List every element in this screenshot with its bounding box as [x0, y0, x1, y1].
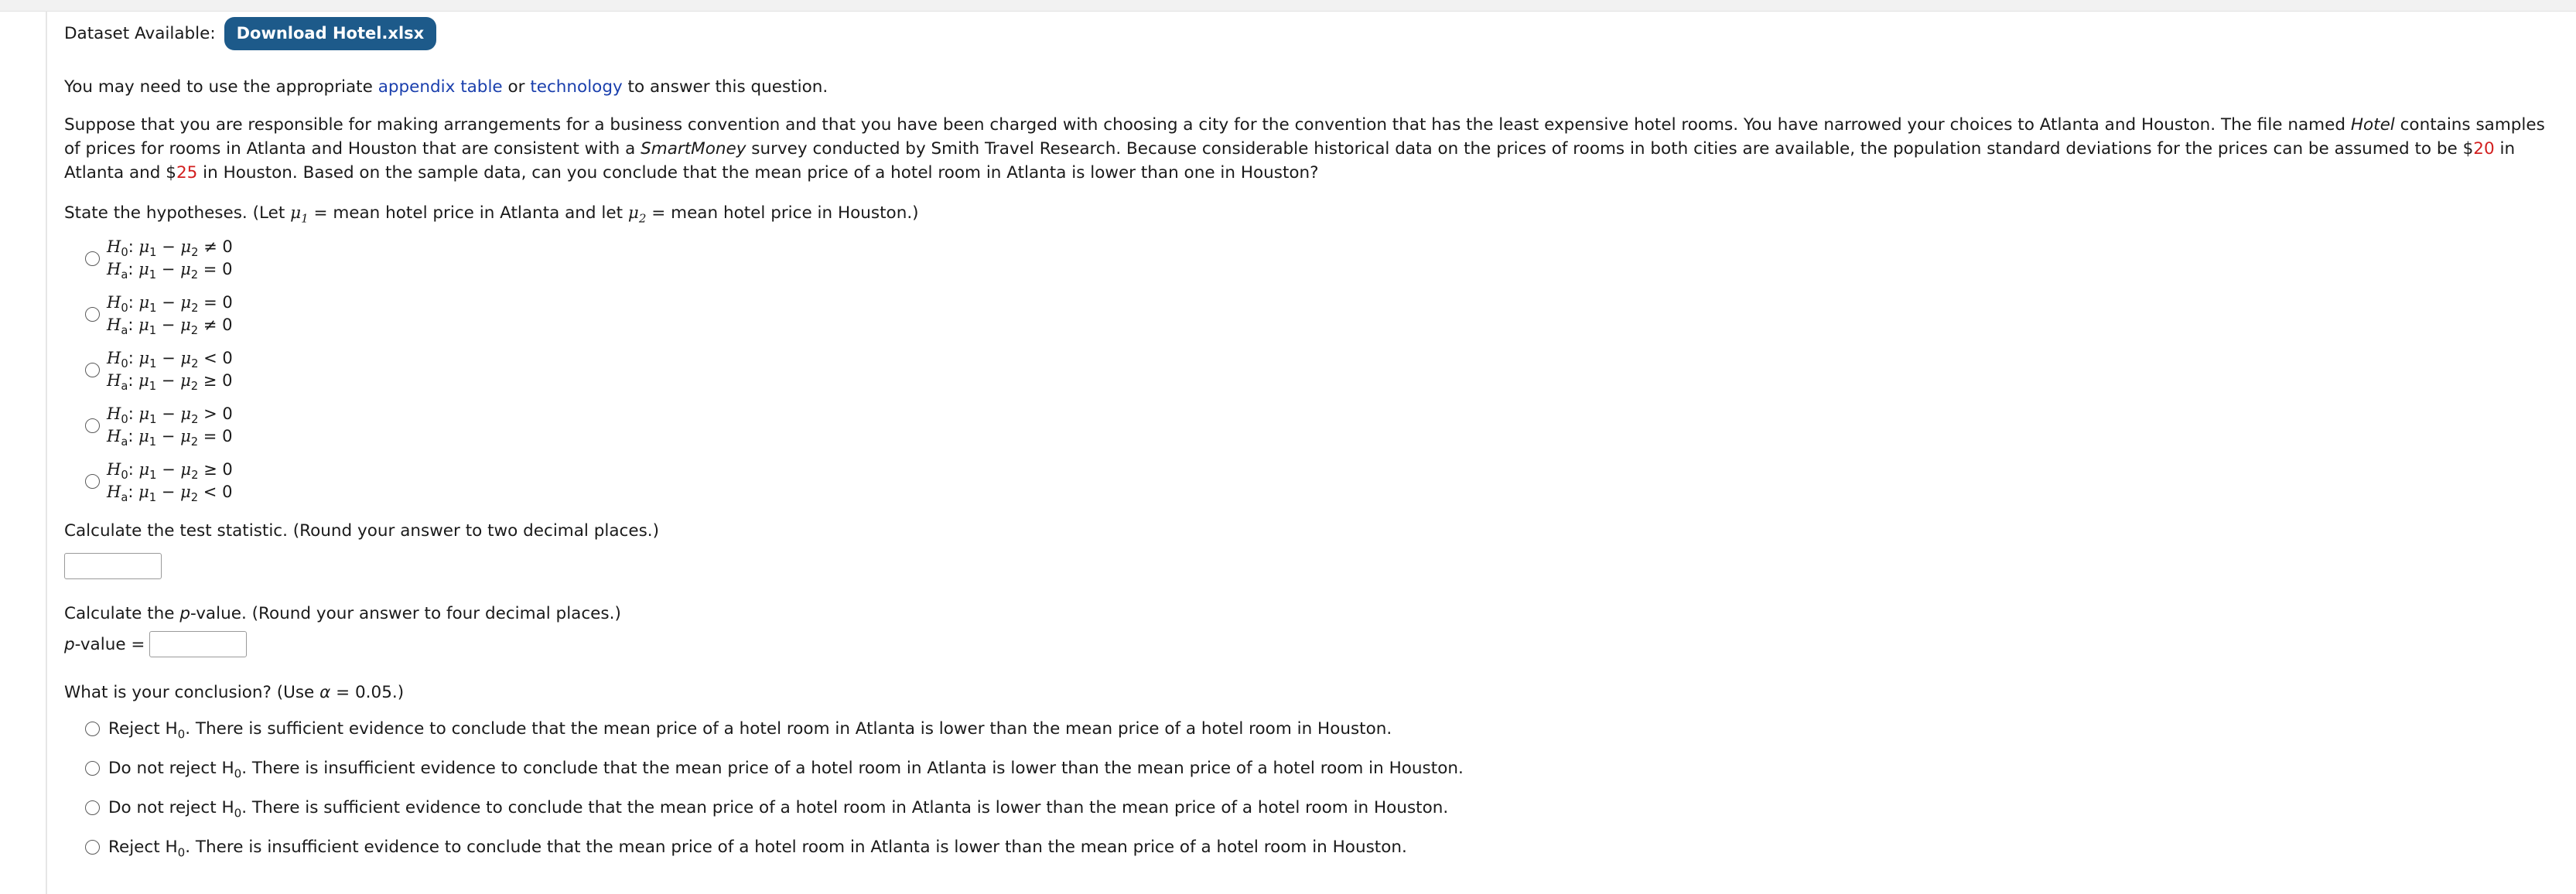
conclusion-prompt-part2: = 0.05.) [330, 683, 405, 702]
null-hypothesis: $H_0$: $\mu_1 - \mu_2 \ge 0$ [107, 460, 233, 483]
alternative-hypothesis: $H_a$: $\mu_1 - \mu_2 \ge 0$ [107, 371, 233, 394]
sd-houston-value: 25 [176, 163, 198, 183]
pvalue-input[interactable] [149, 631, 247, 657]
null-hypothesis: $H_0$: $\mu_1 - \mu_2 = 0$ [107, 293, 233, 316]
conclusion-decision: Do not reject H [108, 798, 234, 817]
radio-button[interactable] [85, 363, 100, 377]
hypothesis-pair [107, 403, 233, 448]
download-hotel-button[interactable]: Download Hotel.xlsx [224, 17, 437, 50]
test-statistic-prompt: Calculate the test statistic. (Round your answer to two decimal places.) [64, 521, 659, 541]
pvalue-label [64, 633, 145, 657]
conclusion-decision: Reject H [108, 719, 178, 739]
radio-button[interactable] [85, 840, 100, 855]
conclusion-statement: . There is sufficient evidence to conclude that the mean price of a hotel room in Atlanta is lower than the mean price of a hotel room in Houston. [185, 719, 1392, 739]
intro-prefix: You may need to use the appropriate [64, 77, 378, 97]
problem-part2: contains samples of prices for rooms in Atlanta and Houston that are consistent with a [64, 115, 2545, 159]
ha-operator: = [203, 260, 217, 278]
alternative-hypothesis: $H_a$: $\mu_1 - \mu_2 < 0$ [107, 483, 233, 505]
alternative-hypothesis: $H_a$: $\mu_1 - \mu_2 = 0$ [107, 427, 233, 449]
hypotheses-prompt [64, 201, 2551, 225]
test-statistic-input[interactable] [64, 553, 162, 579]
conclusion-statement: . There is sufficient evidence to conclude that the mean price of a hotel room in Atlanta is lower than the mean price of a hotel room in Houston. [241, 798, 1449, 817]
hypothesis-option-3[interactable] [85, 342, 2551, 398]
survey-name: SmartMoney [641, 139, 746, 159]
conclusion-text: Do not reject $H_0$. There is sufficient evidence to conclude that the mean price of a hotel room in Atlanta is lower than the mean price of a hotel room in Houston. [108, 798, 1449, 821]
problem-part1: Suppose that you are responsible for making arrangements for a business convention and that you have been charged with choosing a city for the convention that has the least expensive hotel rooms. You have narrowed your choices to Atlanta and Houston. The file named [64, 115, 2351, 135]
radio-button[interactable] [85, 251, 100, 266]
conclusion-option-2[interactable] [85, 749, 2551, 788]
radio-button[interactable] [85, 800, 100, 815]
radio-button[interactable] [85, 761, 100, 776]
null-hypothesis: $H_0$: $\mu_1 - \mu_2 > 0$ [107, 404, 233, 427]
sd-atlanta-value: 20 [2473, 139, 2495, 159]
conclusion-decision: Reject H [108, 838, 178, 857]
hypothesis-option-2[interactable] [85, 286, 2551, 342]
h0-operator: = [203, 293, 217, 312]
ha-operator: ≠ [203, 316, 217, 334]
h0-operator: ≥ [203, 460, 217, 479]
radio-button[interactable] [85, 474, 100, 489]
pvalue-prompt [64, 602, 2551, 626]
alternative-hypothesis: $H_a$: $\mu_1 - \mu_2 = 0$ [107, 260, 233, 282]
technology-link[interactable]: technology [530, 77, 623, 97]
dataset-row [64, 11, 2551, 56]
conclusion-options [85, 709, 2551, 867]
radio-button[interactable] [85, 418, 100, 433]
intro-text [64, 75, 2551, 99]
file-name: Hotel [2350, 115, 2395, 135]
h0-operator: ≠ [203, 237, 217, 256]
question-content [64, 11, 2551, 867]
top-bar [0, 0, 2576, 12]
hypothesis-option-4[interactable] [85, 398, 2551, 453]
conclusion-prompt [64, 681, 2551, 705]
mu1-symbol: $\mu_1$ [290, 203, 309, 226]
problem-part3: survey conducted by Smith Travel Research. Because considerable historical data on the prices of rooms in both cities are available, the population standard deviations for the prices can be assumed to be $ [746, 139, 2474, 159]
hypothesis-pair [107, 347, 233, 392]
hypothesis-pair [107, 236, 233, 281]
conclusion-option-4[interactable] [85, 827, 2551, 867]
conclusion-text: Reject $H_0$. There is insufficient evidence to conclude that the mean price of a hotel room in Atlanta is lower than the mean price of a hotel room in Houston. [108, 838, 1407, 860]
pvalue-prompt-p: p [179, 604, 191, 623]
intro-middle: or [502, 77, 531, 97]
conclusion-decision: Do not reject H [108, 759, 234, 778]
hypothesis-options [85, 230, 2551, 509]
hyp-prompt-part3: = mean hotel price in Houston.) [646, 203, 919, 223]
conclusion-statement: . There is insufficient evidence to conclude that the mean price of a hotel room in Atlanta is lower than the mean price of a hotel room in Houston. [185, 838, 1407, 857]
pvalue-prompt-part1: Calculate the [64, 604, 180, 623]
conclusion-prompt-part1: What is your conclusion? (Use [64, 683, 320, 702]
conclusion-statement: . There is insufficient evidence to conclude that the mean price of a hotel room in Atlanta is lower than the mean price of a hotel room in Houston. [241, 759, 1464, 778]
conclusion-text: Do not reject $H_0$. There is insufficient evidence to conclude that the mean price of a hotel room in Atlanta is lower than the mean price of a hotel room in Houston. [108, 759, 1464, 781]
hypothesis-pair [107, 459, 233, 503]
conclusion-text: Reject $H_0$. There is sufficient evidence to conclude that the mean price of a hotel room in Atlanta is lower than the mean price of a hotel room in Houston. [108, 719, 1392, 742]
h0-operator: > [203, 404, 217, 423]
hyp-prompt-part2: = mean hotel price in Atlanta and let [308, 203, 628, 223]
problem-part5: in Houston. Based on the sample data, can you conclude that the mean price of a hotel room in Atlanta is lower than one in Houston? [197, 163, 1319, 183]
appendix-table-link[interactable]: appendix table [378, 77, 503, 97]
hypothesis-pair [107, 292, 233, 336]
pvalue-prompt-part2: -value. (Round your answer to four decimal places.) [190, 604, 621, 623]
pvalue-label-p: p [64, 634, 75, 654]
null-hypothesis: $H_0$: $\mu_1 - \mu_2 < 0$ [107, 349, 233, 371]
alternative-hypothesis: $H_a$: $\mu_1 - \mu_2 \ne 0$ [107, 316, 233, 338]
hyp-prompt-part1: State the hypotheses. (Let [64, 203, 291, 223]
ha-operator: = [203, 427, 217, 445]
problem-part4: in Atlanta and $ [64, 139, 2516, 183]
intro-suffix: to answer this question. [622, 77, 828, 97]
h0-operator: < [203, 349, 217, 367]
dataset-label: Dataset Available: [64, 23, 216, 43]
hypothesis-option-1[interactable] [85, 230, 2551, 286]
ha-operator: < [203, 483, 217, 501]
mu2-symbol: $\mu_2$ [627, 203, 647, 226]
radio-button[interactable] [85, 722, 100, 736]
ha-operator: ≥ [203, 371, 217, 390]
radio-button[interactable] [85, 307, 100, 322]
alpha-symbol: α [319, 683, 331, 702]
conclusion-option-3[interactable] [85, 788, 2551, 827]
pvalue-label-rest: -value = [74, 634, 145, 654]
null-hypothesis: $H_0$: $\mu_1 - \mu_2 \ne 0$ [107, 237, 233, 260]
problem-text [64, 113, 2551, 185]
conclusion-option-1[interactable] [85, 709, 2551, 749]
hypothesis-option-5[interactable] [85, 453, 2551, 509]
left-divider [46, 11, 47, 894]
pvalue-row [64, 631, 2551, 657]
